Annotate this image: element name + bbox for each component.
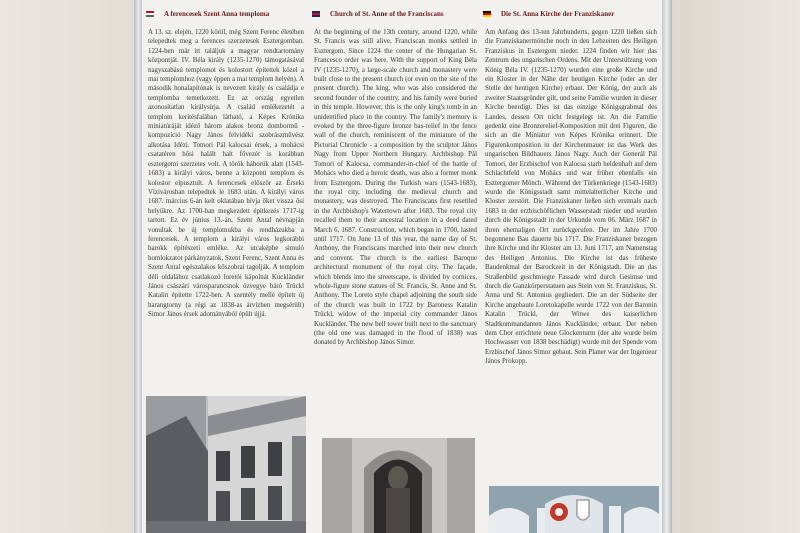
- column-heading: [312, 8, 479, 20]
- column-heading: [483, 8, 659, 20]
- heading-text: Die St. Anna Kirche der Franziskaner: [501, 10, 615, 18]
- heading-text: Church of St. Anne of the Franciscans: [330, 10, 444, 18]
- stone-wall-right: [672, 0, 800, 533]
- column-text: At the beginning of the 13th century, around 1220, while St. Francis was still alive, Franciscan monks settled in Esztergom. Since 1224 the center of the Hungarian St. Francesco order was here. With the support of King Béla IV (1235-1270), a large-scale church and monastery were built close to the present church (or even on the site of the present church). The king, who was also considered the second founder of the country, and his family were buried in this temple. However, this is the only king's tomb in an unidentified place in the country. The family's memory is evoked by the three-figure bronze bas-relief in the fence wall of the church, reminiscent of the miniature of the Pictorial Chronicle - a composition by the sculptor János Nagy from Upper Northern Hungary. Archbishop Pál Tomori of Kalocsa, commander-in-chief of the battle of Mohács who died a heroic death, was also a former monk from Esztergom. During the Turkish wars (1543-1683), the royal city, including the medieval church and monastery, was destroyed. The Franciscans first resettled in the Archbishop's Watertown after 1683. The royal city recalled them to their ancestral location in a deed dated March 6, 1687. Construction, which began in 1700, lasted until 1717. On June 13 of this year, the name day of St. Anthony, the Franciscans marched into their new church and convent. The church is the earliest Baroque architectural monument of the royal city. The façade, which blends into the streetscape, is divided by cornices, whole-figure stone statues of St. Francis, St. Anne and St. Anthony. The Loreto style chapel adjoining the south side of the church was built in 1722 by Baroness Katalin Trückl, widow of the imperial city commander János Kuckländer. The new bell tower built next to the sanctuary (the old one was damaged in the flood of 1838) was donated by Archbishop János Simor.: [314, 29, 477, 347]
- column-german: [483, 0, 659, 533]
- statue-niche-photo: [322, 438, 475, 533]
- coat-of-arms-illustration: [489, 486, 659, 533]
- board-frame-right: [662, 0, 672, 533]
- column-text: A 13. sz. elején, 1220 körül, még Szent Ferenc életében telepedtek meg a ferences szerzetesek Esztergomban. 1224-ben már itt találjuk a magyar rendtartomány központját. IV. Béla király (1235-1270) támogatásával nagyszabású templomot és kolostort építettek közel a mai templomhoz (vagy éppen a mai templom helyén). A második honalapítónak is nevezett király és családja e templomba temetkezett. Ez az ország egyetlen azonosítatlan királysírja. A család emlékezetét a templom kerítésfalában látható, a Képes Krónika miniatúráját idéző három alakos bronz dombormű - kompozíció Nagy János felvidéki szobrászművész alkotása Idézi. Tomori Pál kalocsai érsek, a mohácsi csatatéren hősi halált halt fővezér is korábban esztergomi szerzetes volt. A török háborúk alatt (1543-1683) a királyi város, benne a központi templom és kolostor elpusztult. A ferencesek először az Érseki Vízivárosban telepedtek le 1683 után. A királyi város 1687. március 6-án kelt oklatában hívja őket vissza ősi helyükre. Az 1700-ban megkezdett építkezés 1717-ig tartott. Ez év június 13.-án, Szent Antal névnapján vonultak be új templomukba és rendházukba a ferencesek. A templom a királyi város legkorábbi barokk építészeti emléke. Az utcaképbe simuló homlokzatot párkányzatok, Szent Ferenc, Szent Anna és Szent Antal egészalakos kőszobrai tagolják. A templom déli oldalához csatlakozó loretói kápolnát Kuckländer János császári városparancsnok özvegye báró Trückl Katalin építette 1722-ben. A szentély mellé épített új harangtorny (a régi az 1838-as árvízben megsérült) Simor János érsek adományából épült újjá.: [148, 29, 304, 319]
- historic-church-photo: [146, 396, 306, 533]
- hungarian-flag-icon: [146, 11, 154, 17]
- english-flag-icon: [312, 11, 320, 17]
- column-heading: [146, 8, 306, 20]
- heading-text: A ferencesek Szent Anna temploma: [164, 10, 270, 18]
- german-flag-icon: [483, 11, 491, 17]
- board-frame-left: [134, 0, 142, 533]
- column-text: Am Anfang des 13-ten Jahrhunderts, gegen 1220 ließen sich die Franziskanermönche noch in den Lebzeiten des Heiligen Franziskus in Esztergom nieder. 1224 finden wir hier das Zentrum des ungarischen Ordens. Mit der Unterstützung vom König Béla IV. (1235-1270) wurden eine große Kirche und ein Kloster in der Nähe der heutigen Kirche (oder an der Stelle der heutigen Kirche) erbaut. Der König, der auch als zweiter Staatsgründer gilt, und seine Familie wurden in dieser Kirche beerdigt. Dies ist das einzige Königsgrabmal des Landes, dessen Ort nicht festgelegt ist. An die Familie gedenkt eine Bronzerelief-Komposition mit drei Figuren, die sich an die Miniatur von Képes Krónika erinnert. Die Figurenkomposition in der Kirchenmauer ist das Werk des ungarischen Bildhauers János Nagy. Auch der Generál Pál Tomori, der Erzbischof von Kalocsa starb heldenhaft auf dem Schlachtfeld von Mohács und war früher ebenfalls ein Esztergomer Mönch. Während der Türkenkriege (1543-1683) wurde die Königsstadt samt mittelalterlicher Kirche und Kloster zerstört. Die Franziskaner ließen sich erstmals nach 1683 in der erzbischöflichen Wasserstadt nieder und wurden durch die Königsstadt in der Urkunde vom 06. März 1687 in ihren ehemaligen Ort zurückgerufen. Der im Jahre 1700 begonnene Bau dauerte bis 1717. Die Franziskaner bezogen ihre Kirche und ihr Kloster am 13. Juni 1717, am Namenstag des Heiligen Antonius. Die Kirche ist das früheste Baudenkmal der Barockzeit in der Königstadt. Die an das Straßenbild geschmiegte Fassade wird durch Gesimse und durch die Ganzkörperstatuen aus Stein von St. Franziskus, St. Anna und St. Antonius gegliedert. Die an der Südseite der Kirche angebaute Loretokapelle wurde 1722 von der Baronin Katalin Trückl, der Witwe des kaiserlichen Stadtkommandanten János Kuckländer, erbaut. Der neben dem Chor errichtete neue Glockenturm (der alte wurde beim Hochwasser von 1838 beschädigt) wurde mit der Spende vom Erzbischof János Simor gebaut. Sein Planer war der Ingenieur János Prokopp.: [485, 29, 657, 366]
- stone-wall-left: [0, 0, 134, 533]
